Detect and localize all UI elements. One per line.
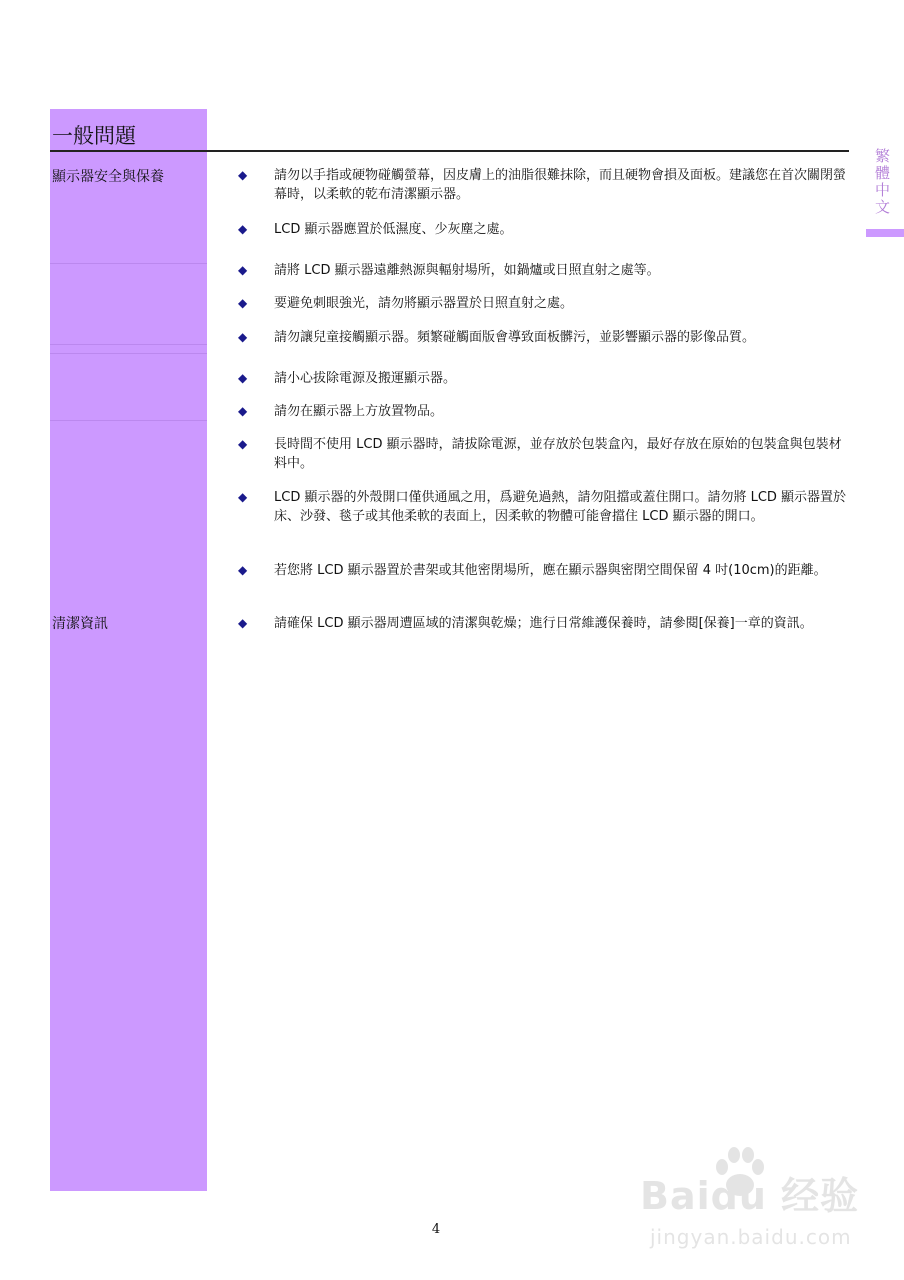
- list-item: [238, 435, 848, 473]
- section-sidebar: [50, 109, 207, 1191]
- watermark-logo: Baidu 经验: [640, 1174, 860, 1218]
- sidebar-divider: [50, 420, 207, 421]
- page-title: 一般問題: [52, 124, 136, 148]
- list-item-text: 請小心拔除電源及搬運顯示器。: [274, 371, 457, 386]
- list-item: [238, 220, 848, 239]
- list-item-text: 請勿讓兒童接觸顯示器。頻繁碰觸面版會導致面板髒污，並影響顯示器的影像品質。: [274, 330, 756, 345]
- list-item-text: 長時間不使用 LCD 顯示器時，請拔除電源，並存放於包裝盒內，最好存放在原始的包裝盒與包裝材料中。: [274, 437, 842, 471]
- list-item-text: LCD 顯示器應置於低濕度、少灰塵之處。: [274, 222, 513, 237]
- language-tab-bar: [866, 229, 904, 237]
- diamond-bullet-icon: ◆: [238, 168, 248, 182]
- list-item: [238, 614, 848, 633]
- diamond-bullet-icon: ◆: [238, 222, 248, 236]
- section-label-safety: 顯示器安全與保養: [52, 169, 164, 185]
- watermark-url: jingyan.baidu.com: [650, 1225, 852, 1249]
- list-item: [238, 402, 848, 421]
- baidu-watermark: [640, 1145, 890, 1270]
- section-label-cleaning: 清潔資訊: [52, 616, 108, 632]
- list-item-text: 請勿以手指或硬物碰觸螢幕，因皮膚上的油脂很難抹除，而且硬物會損及面板。建議您在首次關閉螢幕時，以柔軟的乾布清潔顯示器。: [274, 168, 847, 202]
- diamond-bullet-icon: ◆: [238, 263, 248, 277]
- diamond-bullet-icon: ◆: [238, 616, 248, 630]
- page-number: 4: [431, 1222, 441, 1237]
- title-rule: [50, 150, 849, 152]
- list-item-text: 若您將 LCD 顯示器置於書架或其他密閉場所，應在顯示器與密閉空間保留 4 吋(10cm)的距離。: [274, 563, 827, 578]
- list-item: [238, 328, 848, 347]
- list-item-text: 要避免刺眼強光，請勿將顯示器置於日照直射之處。: [274, 296, 574, 311]
- diamond-bullet-icon: ◆: [238, 371, 248, 385]
- sidebar-divider: [50, 353, 207, 354]
- list-item: [238, 261, 848, 280]
- diamond-bullet-icon: ◆: [238, 296, 248, 310]
- list-item-text: LCD 顯示器的外殼開口僅供通風之用，爲避免過熱，請勿阻擋或蓋住開口。請勿將 LCD 顯示器置於床、沙發、毯子或其他柔軟的表面上，因柔軟的物體可能會擋住 LCD 顯示器的開口。: [274, 490, 847, 524]
- diamond-bullet-icon: ◆: [238, 437, 248, 451]
- list-item: [238, 294, 848, 313]
- diamond-bullet-icon: ◆: [238, 330, 248, 344]
- sidebar-divider: [50, 344, 207, 345]
- list-item-text: 請勿在顯示器上方放置物品。: [274, 404, 444, 419]
- list-item: [238, 561, 848, 580]
- sidebar-divider: [50, 263, 207, 264]
- list-item: [238, 488, 848, 526]
- diamond-bullet-icon: ◆: [238, 490, 248, 504]
- diamond-bullet-icon: ◆: [238, 404, 248, 418]
- list-item-text: 請將 LCD 顯示器遠離熱源與輻射場所，如鍋爐或日照直射之處等。: [274, 263, 660, 278]
- diamond-bullet-icon: ◆: [238, 563, 248, 577]
- list-item: [238, 166, 848, 204]
- language-side-tab: 繁體中文: [873, 148, 891, 216]
- list-item-text: 請確保 LCD 顯示器周遭區域的清潔與乾燥；進行日常維護保養時，請參閱[保養]一章的資訊。: [274, 616, 813, 631]
- list-item: [238, 369, 848, 388]
